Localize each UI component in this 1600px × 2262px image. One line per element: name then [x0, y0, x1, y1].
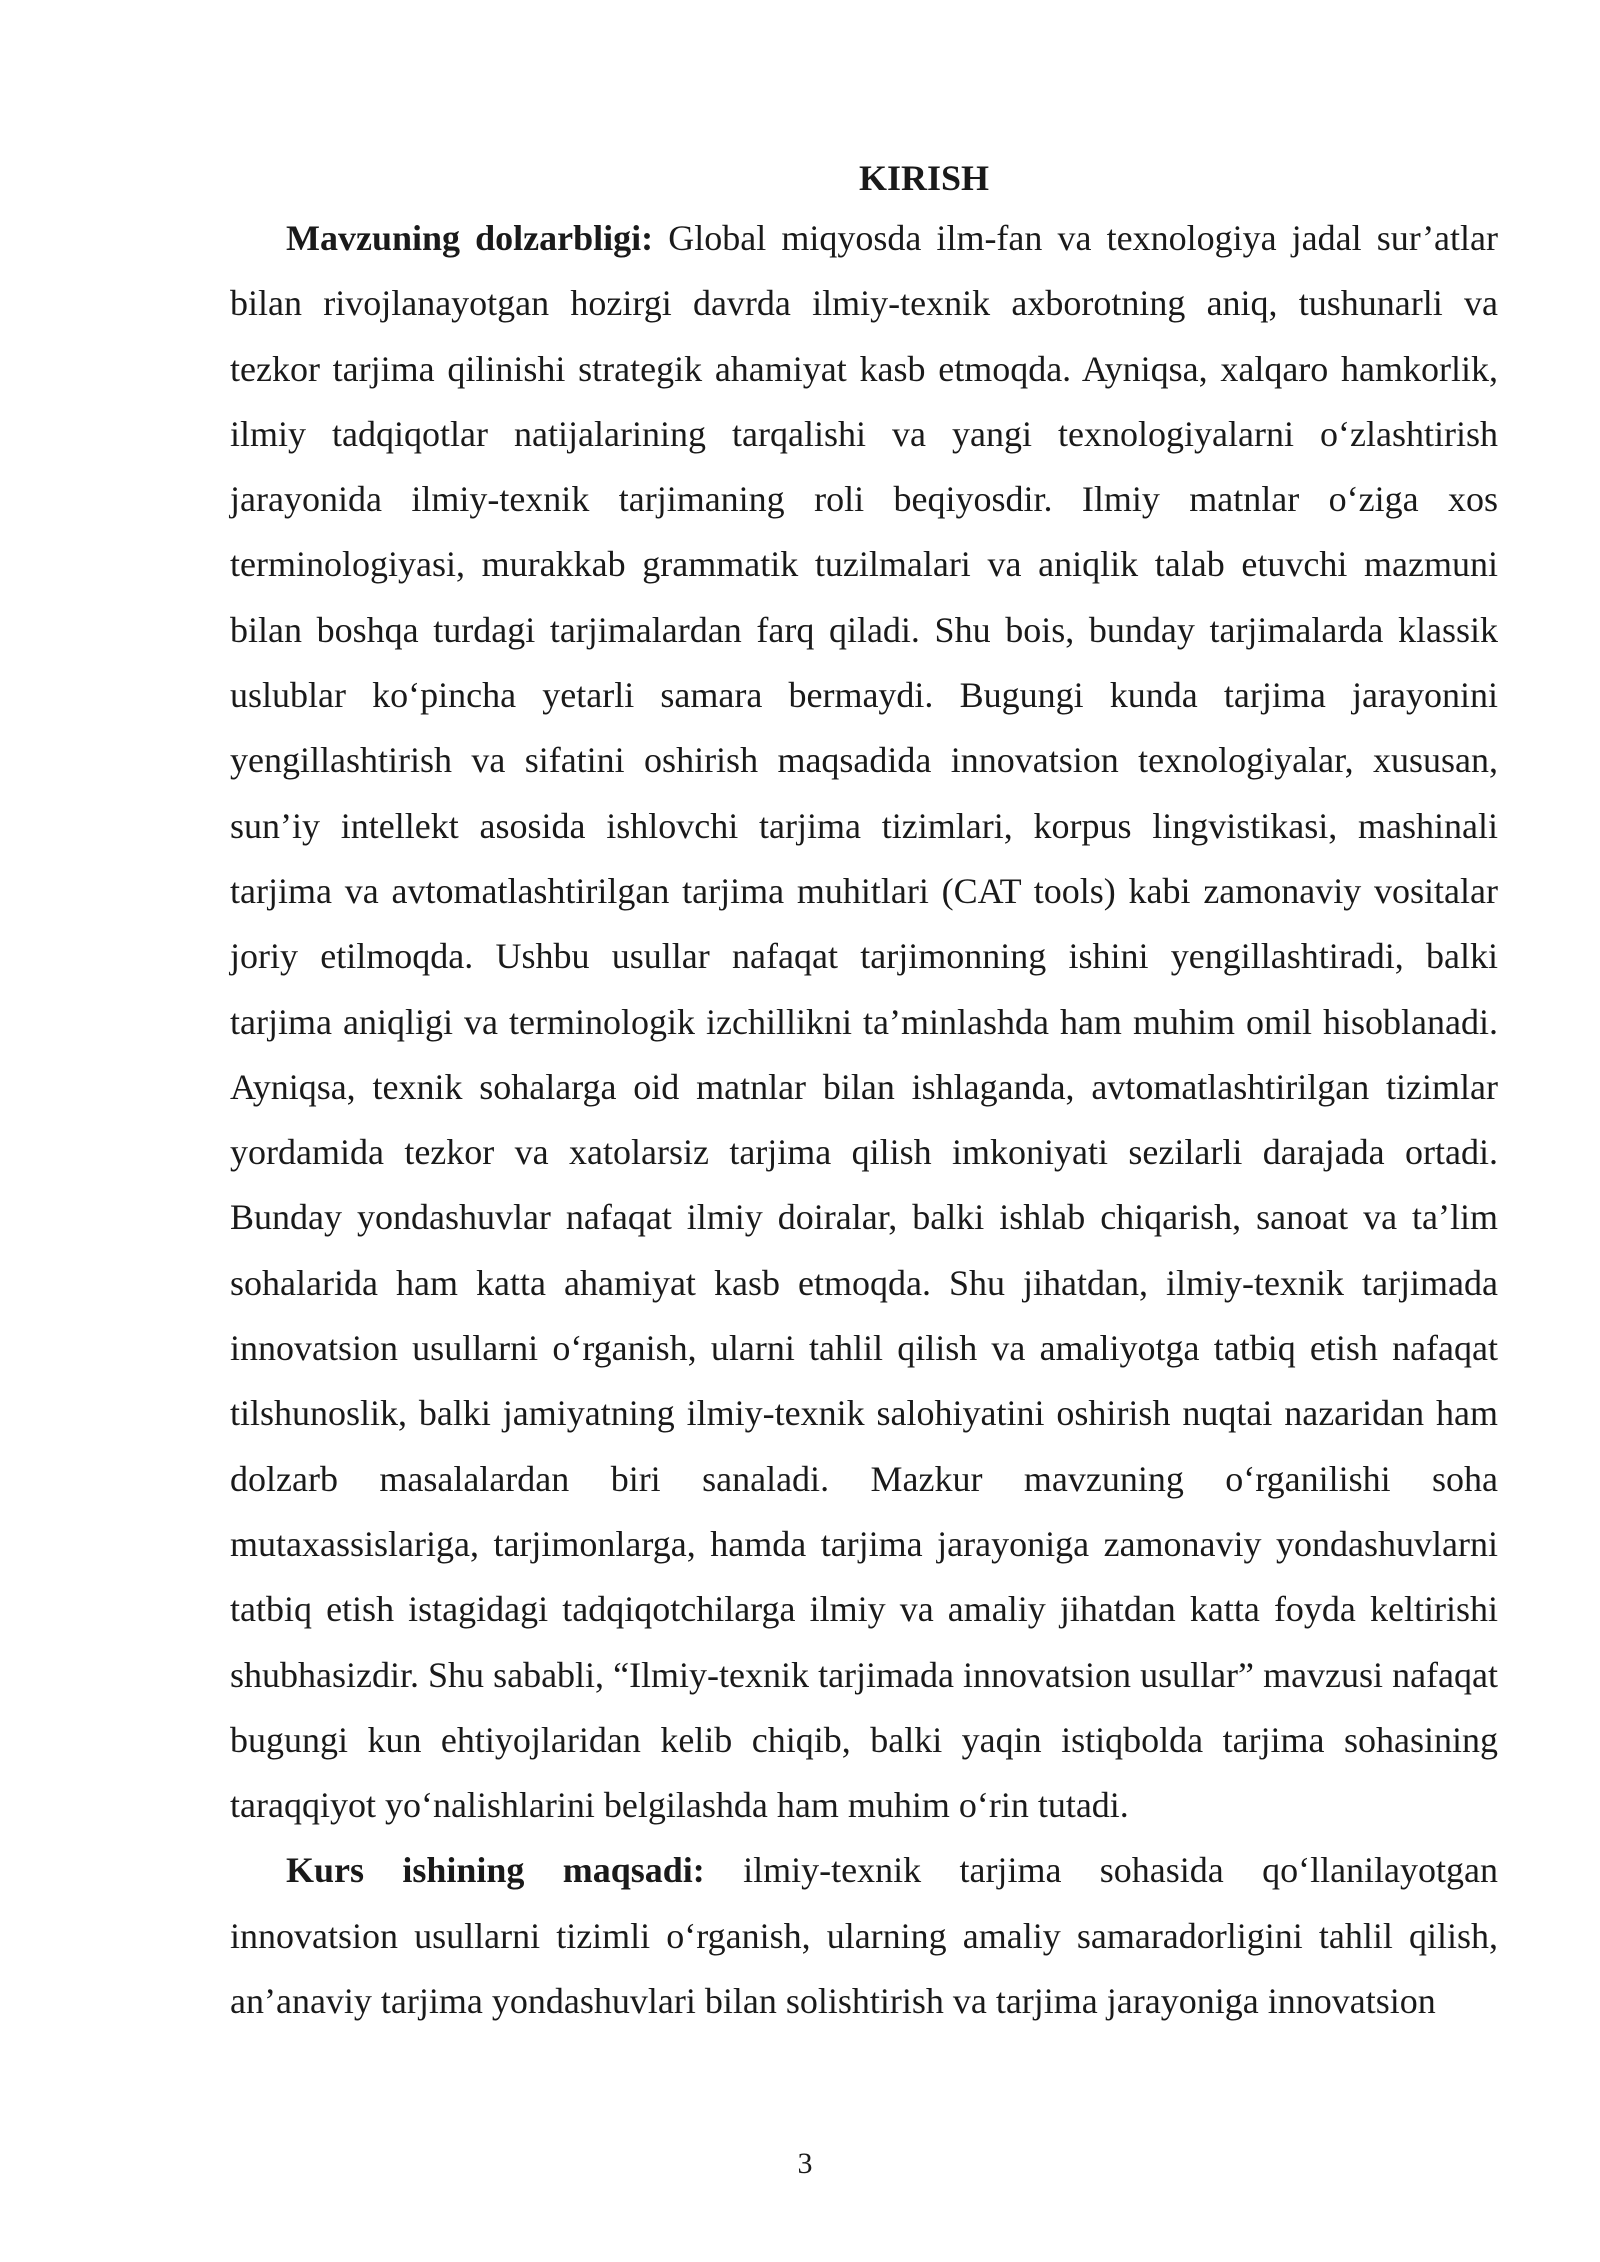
paragraph-lead: Kurs ishining maqsadi:	[286, 1850, 705, 1891]
paragraph-text: ilmiy-texnik tarjima sohasida qo‘llanilayotgan innovatsion usullarni tizimli o‘rganish, ularning amaliy samaradorligini tahlil qilish, an’anaviy tarjima yondashuvlari bilan solishtirish va tarjima jarayoniga innovatsion	[230, 1850, 1499, 2022]
section-title: KIRISH	[858, 158, 990, 198]
paragraph-text: Global miqyosda ilm-fan va texnologiya jadal sur’atlar bilan rivojlanayotgan hozirgi davrda ilmiy-texnik axborotning aniq, tushunarli va tezkor tarjima qilinishi strategik ahamiyat kasb etmoqda. Ayniqsa, xalqaro hamkorlik, ilmiy tadqiqotlar natijalarining tarqalishi va yangi texnologiyalarni o‘zlashtirish jarayonida ilmiy-texnik tarjimaning roli beqiyosdir. Ilmiy matnlar o‘ziga xos terminologiyasi, murakkab grammatik tuzilmalari va aniqlik talab etuvchi mazmuni bilan boshqa turdagi tarjimalardan farq qiladi. Shu bois, bunday tarjimalarda klassik uslublar ko‘pincha yetarli samara bermaydi. Bugungi kunda tarjima jarayonini yengillashtirish va sifatini oshirish maqsadida innovatsion texnologiyalar, xususan, sun’iy intellekt asosida ishlovchi tarjima tizimlari, korpus lingvistikasi, mashinali tarjima va avtomatlashtirilgan tarjima muhitlari (CAT tools) kabi zamonaviy vositalar joriy etilmoqda. Ushbu usullar nafaqat tarjimonning ishini yengillashtiradi, balki tarjima aniqligi va terminologik izchillikni ta’minlashda ham muhim omil hisoblanadi. Ayniqsa, texnik sohalarga oid matnlar bilan ishlaganda, avtomatlashtirilgan tizimlar yordamida tezkor va xatolarsiz tarjima qilish imkoniyati sezilarli darajada ortadi. Bunday yondashuvlar nafaqat ilmiy doiralar, balki ishlab chiqarish, sanoat va ta’lim sohalarida ham katta ahamiyat kasb etmoqda. Shu jihatdan, ilmiy-texnik tarjimada innovatsion usullarni o‘rganish, ularni tahlil qilish va amaliyotga tatbiq etish nafaqat tilshunoslik, balki jamiyatning ilmiy-texnik salohiyatini oshirish nuqtai nazaridan ham dolzarb masalalardan biri sanaladi. Mazkur mavzuning o‘rganilishi soha mutaxassislariga, tarjimonlarga, hamda tarjima jarayoniga zamonaviy yondashuvlarni tatbiq etish istagidagi tadqiqotchilarga ilmiy va amaliy jihatdan katta foyda keltirishi shubhasizdir. Shu sababli, “Ilmiy-texnik tarjimada innovatsion usullar” mavzusi nafaqat bugungi kun ehtiyojlaridan kelib chiqib, balki yaqin istiqbolda tarjima sohasining taraqqiyot yo‘nalishlarini belgilashda ham muhim o‘rin tutadi.	[230, 218, 1498, 1826]
page-number: 3	[797, 2147, 813, 2180]
paragraph-relevance	[230, 206, 1498, 1838]
paragraph-lead: Mavzuning dolzarbligi:	[286, 218, 654, 258]
document-body	[230, 152, 1498, 2034]
paragraph-goal	[230, 1838, 1498, 2034]
